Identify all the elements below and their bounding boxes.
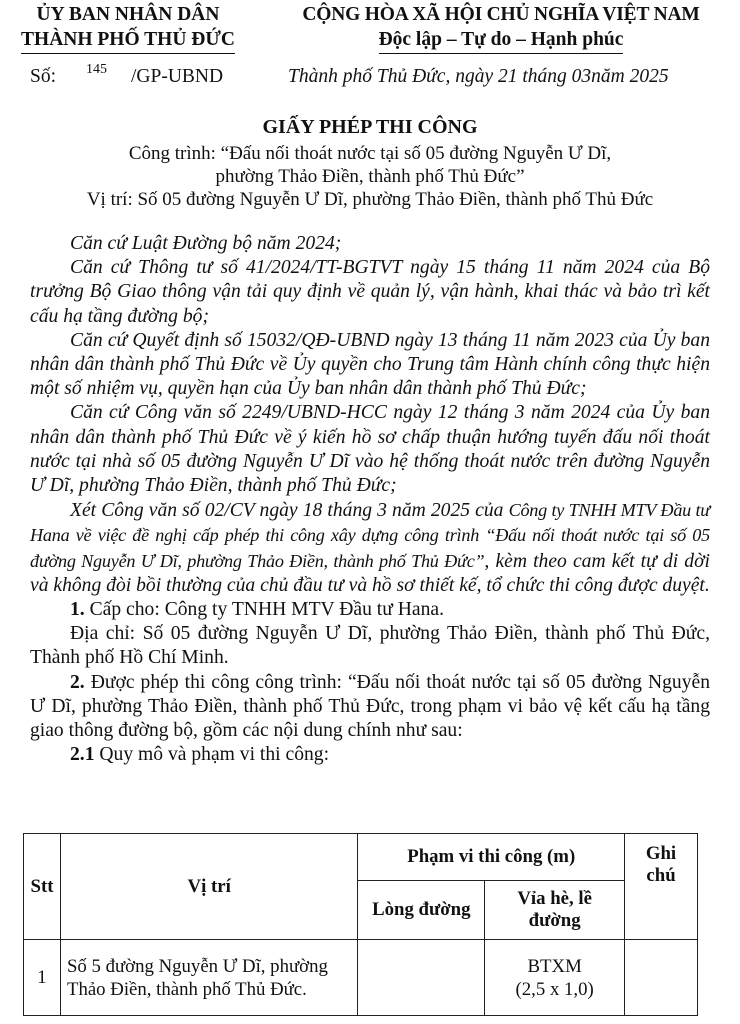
col-header-note: Ghi chú — [625, 834, 698, 940]
document-body — [30, 232, 710, 767]
item-2: 2. Được phép thi công công trình: “Đấu nối thoát nước tại số 05 đường Nguyễn Ư Dĩ, phường Thảo Điền, thành phố Thủ Đức, trong phạm vi bảo vệ kết cấu hạ tầng giao thông đường bộ, gồm các nội dung chính như sau: — [30, 671, 710, 742]
basis-4: Căn cứ Công văn số 2249/UBND-HCC ngày 12 tháng 3 năm 2024 của Ủy ban nhân dân thành phố Thủ Đức về ý kiến hồ sơ chấp thuận hướng tuyến đấu nối thoát nước tại nhà số 05 đường Nguyễn Ư Dĩ vào hệ thống thoát nước trên đường Nguyễn Ư Dĩ, phường Thảo Điền, thành phố Thủ Đức; — [30, 402, 710, 497]
project-location: Vị trí: Số 05 đường Nguyễn Ư Dĩ, phường Thảo Điền, thành phố Thủ Đức — [86, 189, 654, 210]
issuing-authority — [2, 2, 254, 54]
document-number: 145 — [86, 62, 107, 77]
authority-line-1: ỦY BAN NHÂN DÂN — [36, 4, 220, 25]
project-line-1: Công trình: “Đấu nối thoát nước tại số 05 đường Nguyễn Ư Dĩ, — [128, 143, 612, 164]
country-name: CỘNG HÒA XÃ HỘI CHỦ NGHĨA VIỆT NAM — [302, 4, 700, 25]
cell-road — [358, 940, 485, 1016]
scope-table — [23, 833, 698, 1016]
national-motto — [262, 2, 740, 54]
place-and-date: Thành phố Thủ Đức, ngày 21 tháng 03năm 2025 — [288, 66, 669, 87]
basis-2: Căn cứ Thông tư số 41/2024/TT-BGTVT ngày 15 tháng 11 năm 2024 của Bộ trưởng Bộ Giao thông vận tải quy định về quản lý, vận hành, khai thác và bảo trì kết cấu hạ tầng đường bộ; — [30, 257, 710, 327]
document-code: /GP-UBND — [131, 66, 224, 87]
item-2-1: 2.1 Quy mô và phạm vi thi công: — [70, 744, 330, 766]
cell-location: Số 5 đường Nguyễn Ư Dĩ, phường Thảo Điền, thành phố Thủ Đức. — [60, 940, 357, 1016]
item-1-address: Địa chỉ: Số 05 đường Nguyễn Ư Dĩ, phường Thảo Điền, thành phố Thủ Đức, Thành phố Hồ Chí Minh. — [30, 623, 710, 669]
number-label: Số: — [30, 66, 57, 87]
col-header-location: Vị trí — [60, 834, 357, 940]
authority-line-2: THÀNH PHỐ THỦ ĐỨC — [2, 27, 254, 54]
col-header-stt: Stt — [24, 834, 61, 940]
item-1: 1. Cấp cho: Công ty TNHH MTV Đầu tư Hana. — [70, 599, 444, 621]
cell-note — [625, 940, 698, 1016]
basis-3: Căn cứ Quyết định số 15032/QĐ-UBND ngày 13 tháng 11 năm 2023 của Ủy ban nhân dân thành phố Thủ Đức về Ủy quyền cho Trung tâm Hành chính công thực hiện một số nhiệm vụ, quyền hạn của Ủy ban nhân dân thành phố Thủ Đức; — [30, 329, 710, 400]
project-line-2: phường Thảo Điền, thành phố Thủ Đức” — [215, 166, 525, 187]
table-row — [24, 940, 698, 1016]
cell-sidewalk: BTXM (2,5 x 1,0) — [485, 940, 625, 1016]
col-header-scope: Phạm vi thi công (m) — [358, 834, 625, 881]
basis-1: Căn cứ Luật Đường bộ năm 2024; — [70, 233, 342, 254]
motto: Độc lập – Tự do – Hạnh phúc — [262, 27, 740, 54]
consideration-paragraph: Xét Công văn số 02/CV ngày 18 tháng 3 năm 2025 của Công ty TNHH MTV Đầu tư Hana về việc đề nghị cấp phép thi công xây dựng công trình “Đấu nối thoát nước tại số 05 đường Nguyễn Ư Dĩ, phường Thảo Điền, thành phố Thủ Đức”, kèm theo cam kết tự di dời và không đòi bồi thường của chủ đầu tư và hồ sơ thiết kế, tổ chức thi công được duyệt. — [30, 500, 710, 596]
document-title: GIẤY PHÉP THI CÔNG — [262, 116, 478, 138]
cell-stt: 1 — [24, 940, 61, 1016]
col-header-road: Lòng đường — [358, 881, 485, 940]
col-header-sidewalk: Vỉa hè, lề đường — [485, 881, 625, 940]
